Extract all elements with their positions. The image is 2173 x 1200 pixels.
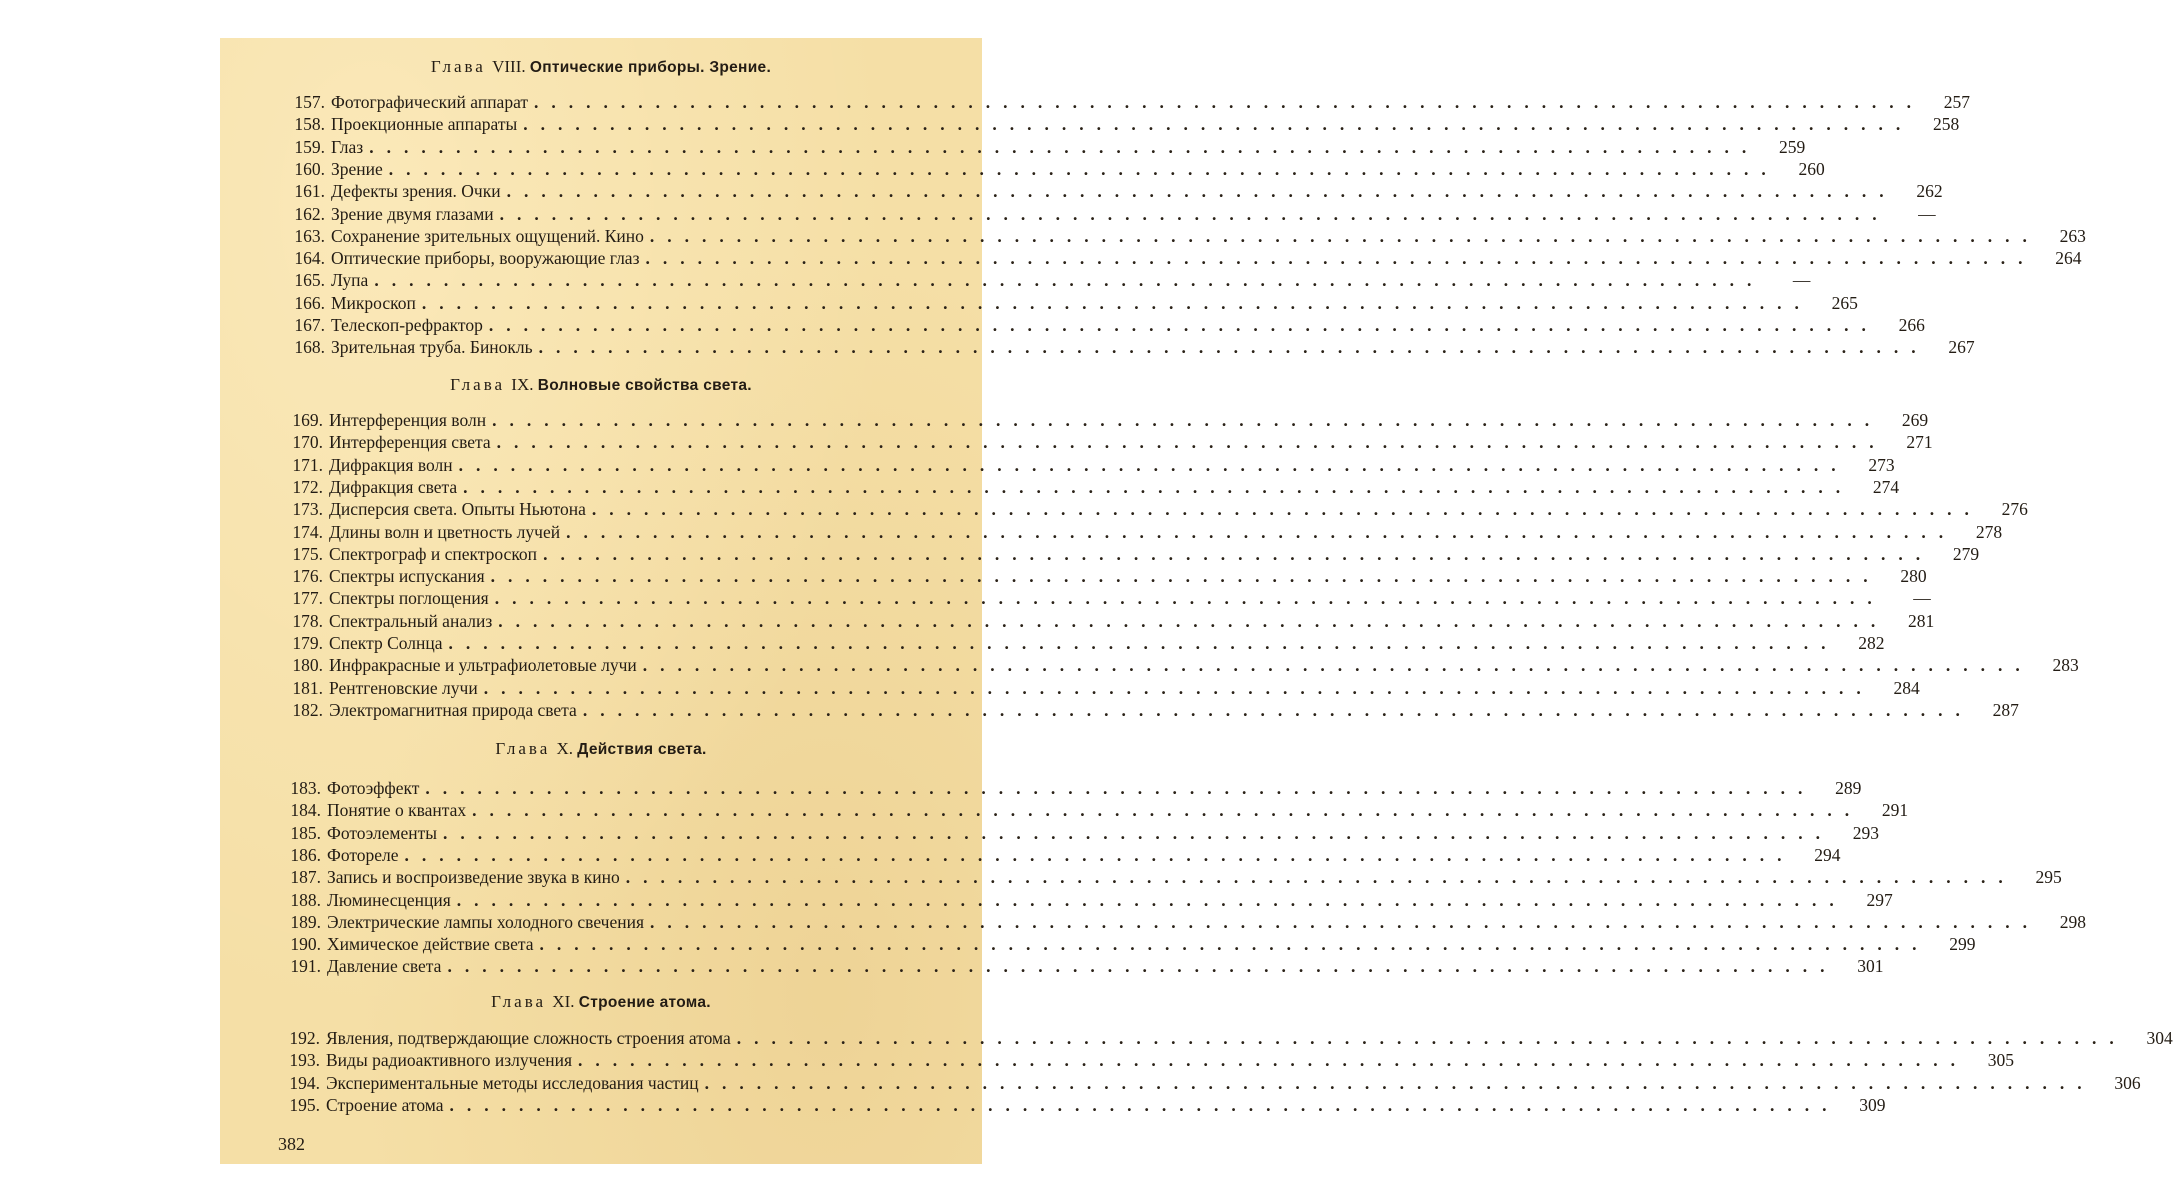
dot-leader: ................................................................................ (582, 699, 1973, 720)
section-title: Телескоп-рефрактор (331, 315, 483, 335)
section-page: 281 (1908, 610, 1935, 631)
section-number: 186. (290, 844, 321, 865)
section-title: Фотографический аппарат (331, 92, 529, 112)
section-number: 166. (294, 292, 325, 313)
section-number: 193. (289, 1050, 320, 1071)
toc-entry (275, 1049, 2015, 1071)
section-title: Проекционные аппараты (331, 114, 518, 135)
dot-leader: ................................................................................ (404, 844, 1795, 865)
chapter-heading (220, 56, 982, 79)
section-title: Зрение (331, 158, 383, 179)
dot-leader: ................................................................................ (538, 337, 1929, 358)
chapter-label: Глава (450, 375, 506, 394)
section-title: Дифракция волн (329, 454, 453, 475)
dot-leader: ................................................................................ (523, 114, 1914, 135)
dot-leader: ................................................................................ (645, 248, 2036, 269)
toc-entry (280, 247, 2082, 269)
section-number: 180. (292, 655, 323, 676)
section-page: 301 (1857, 956, 1884, 977)
section-page: 258 (1933, 114, 1960, 135)
section-title: Давление света (327, 956, 442, 977)
section-number: 175. (292, 543, 323, 564)
toc-entry (275, 1027, 2173, 1049)
toc-entry (280, 180, 1943, 202)
section-page: 309 (1859, 1094, 1886, 1115)
section-title: Экспериментальные методы исследования частиц (326, 1072, 699, 1093)
section-number: 167. (294, 315, 325, 335)
section-page: 299 (1949, 934, 1976, 955)
section-page: 264 (2055, 248, 2082, 269)
section-title: Фотоэлементы (327, 822, 438, 843)
chapter-heading (220, 738, 982, 761)
section-page: 276 (2001, 499, 2028, 520)
toc-entry (278, 677, 1920, 699)
dot-leader: ................................................................................ (704, 1072, 2095, 1093)
dot-leader: ................................................................................ (539, 934, 1930, 955)
toc-entry (276, 799, 1909, 821)
section-title: Химическое действие света (327, 934, 534, 955)
section-number: 188. (290, 889, 321, 910)
dot-leader: ................................................................................ (534, 92, 1925, 112)
section-title: Зрение двумя глазами (331, 203, 494, 224)
dot-leader: ................................................................................ (650, 911, 2040, 932)
toc-entry (280, 203, 1936, 225)
section-number: 181. (292, 677, 323, 698)
toc-entry (276, 844, 1841, 866)
section-title: Инфракрасные и ультрафиолетовые лучи (329, 655, 637, 676)
toc-entry (280, 269, 1811, 291)
section-title: Спектральный анализ (329, 610, 493, 631)
dot-leader: ................................................................................ (449, 1094, 1840, 1115)
toc-entry (278, 565, 1927, 587)
section-number: 182. (292, 699, 323, 720)
section-page: 271 (1906, 432, 1933, 453)
section-title: Рентгеновские лучи (329, 677, 478, 698)
dot-leader: ................................................................................ (443, 822, 1834, 843)
dot-leader: ................................................................................ (494, 588, 1885, 609)
section-number: 173. (292, 499, 323, 520)
chapter-title: Волновые свойства света. (537, 377, 752, 394)
section-number: 170. (292, 432, 323, 453)
section-number: 195. (289, 1094, 320, 1115)
section-number: 174. (292, 521, 323, 542)
section-page: 262 (1916, 181, 1943, 202)
chapter-title: Действия света. (577, 741, 707, 758)
chapter-label: Глава (495, 739, 551, 758)
section-number: 178. (292, 610, 323, 631)
section-title: Строение атома (326, 1094, 444, 1115)
section-page: — (1792, 270, 1811, 291)
dot-leader: ................................................................................ (492, 410, 1883, 430)
toc-entry (280, 225, 2086, 247)
section-number: 162. (294, 203, 325, 224)
section-number: 164. (294, 248, 325, 269)
section-number: 177. (292, 588, 323, 609)
section-page: 304 (2146, 1028, 2173, 1048)
section-page: 274 (1872, 476, 1900, 497)
section-page: 257 (1943, 92, 1971, 112)
toc-entry (280, 91, 1971, 113)
section-page: 269 (1901, 410, 1929, 430)
toc-entry (278, 587, 1931, 609)
section-number: 187. (290, 867, 321, 888)
chapter-label: Глава (491, 992, 547, 1011)
section-title: Дефекты зрения. Очки (331, 181, 501, 202)
section-title: Электромагнитная природа света (329, 699, 577, 720)
section-page: 297 (1866, 889, 1893, 910)
section-number: 165. (294, 270, 325, 291)
section-page: 287 (1992, 699, 2019, 720)
section-title: Микроскоп (331, 292, 416, 313)
section-number: 190. (290, 934, 321, 955)
section-page: 283 (2052, 655, 2079, 676)
toc-entry (276, 911, 2086, 933)
chapter-heading (220, 374, 982, 397)
section-title: Запись и воспроизведение звука в кино (327, 867, 620, 888)
dot-leader: ................................................................................ (388, 158, 1779, 179)
section-title: Дисперсия света. Опыты Ньютона (329, 499, 586, 520)
section-number: 184. (290, 800, 321, 821)
toc-entry (278, 543, 1980, 565)
dot-leader: ................................................................................ (578, 1050, 1969, 1071)
section-page: 291 (1881, 800, 1909, 821)
section-page: 266 (1898, 315, 1925, 335)
section-number: 168. (294, 337, 325, 358)
section-number: 194. (289, 1072, 320, 1093)
section-number: 185. (290, 822, 321, 843)
chapter-title: Оптические приборы. Зрение. (529, 59, 772, 76)
section-page: — (1918, 203, 1936, 224)
section-number: 158. (294, 114, 325, 135)
section-title: Понятие о квантах (327, 800, 467, 821)
toc-entry (276, 955, 1884, 977)
section-title: Зрительная труба. Бинокль (331, 337, 533, 358)
section-page: 260 (1798, 158, 1825, 179)
dot-leader: ................................................................................ (448, 633, 1839, 653)
dot-leader: ................................................................................ (374, 270, 1765, 291)
dot-leader: ................................................................................ (483, 677, 1874, 698)
dot-leader: ................................................................................ (591, 499, 1982, 520)
section-number: 157. (294, 92, 325, 112)
page-number: 382 (278, 1134, 305, 1154)
toc-entry (280, 336, 1975, 358)
dot-leader: ................................................................................ (736, 1028, 2127, 1048)
toc-entry (280, 136, 1806, 158)
section-page: 263 (2059, 225, 2086, 246)
section-page: 259 (1778, 136, 1806, 157)
section-title: Фотореле (327, 844, 399, 865)
dot-leader: ................................................................................ (463, 476, 1854, 497)
dot-leader: ................................................................................ (498, 610, 1889, 631)
dot-leader: ................................................................................ (566, 521, 1957, 542)
toc-entry (280, 292, 1858, 314)
section-number: 171. (292, 454, 323, 475)
dot-leader: ................................................................................ (472, 800, 1863, 821)
section-title: Оптические приборы, вооружающие глаз (331, 248, 640, 269)
section-page: 273 (1868, 454, 1895, 475)
section-number: 179. (292, 633, 323, 653)
section-page: 306 (2114, 1072, 2141, 1093)
dot-leader: ................................................................................ (496, 432, 1887, 453)
toc-entry (278, 409, 1929, 431)
toc-entry (276, 933, 1976, 955)
section-page: 284 (1893, 677, 1920, 698)
section-page: 294 (1814, 844, 1841, 865)
toc-entry (280, 158, 1825, 180)
section-number: 159. (294, 136, 325, 157)
chapter-title: Строение атома. (578, 994, 711, 1011)
section-title: Дифракция света (329, 476, 458, 497)
dot-leader: ................................................................................ (458, 454, 1849, 475)
dot-leader: ................................................................................ (506, 181, 1897, 202)
chapter-heading (220, 991, 982, 1014)
chapter-number: VIII. (492, 57, 526, 76)
dot-leader: ................................................................................ (490, 566, 1881, 587)
dot-leader: ................................................................................ (488, 315, 1879, 335)
toc-entry (278, 521, 2003, 543)
section-number: 191. (290, 956, 321, 977)
dot-leader: ................................................................................ (625, 867, 2016, 888)
section-page: 289 (1835, 778, 1862, 798)
toc-entry (278, 454, 1895, 476)
section-page: 265 (1831, 292, 1858, 313)
section-page: 280 (1900, 566, 1927, 587)
section-title: Люминесценция (327, 889, 451, 910)
section-page: 267 (1948, 337, 1975, 358)
section-title: Длины волн и цветность лучей (329, 521, 561, 542)
dot-leader: ................................................................................ (642, 655, 2033, 676)
toc-entry (276, 866, 2062, 888)
section-title: Спектры испускания (329, 566, 485, 587)
section-title: Сохранение зрительных ощущений. Кино (331, 225, 644, 246)
chapter-label: Глава (430, 57, 486, 76)
toc-entry (278, 610, 1935, 632)
toc-entry (275, 1094, 1886, 1116)
toc-entry (280, 314, 1925, 336)
section-title: Явления, подтверждающие сложность строения атома (326, 1028, 731, 1048)
chapter-number: IX. (511, 375, 534, 394)
section-number: 169. (292, 410, 323, 430)
section-page: 279 (1952, 543, 1980, 564)
toc-entry (278, 654, 2079, 676)
section-title: Интерференция волн (329, 410, 487, 430)
section-title: Электрические лампы холодного свечения (327, 911, 644, 932)
section-page: 278 (1975, 521, 2003, 542)
dot-leader: ................................................................................ (499, 203, 1890, 224)
toc-entry (278, 699, 2019, 721)
section-number: 160. (294, 158, 325, 179)
dot-leader: ................................................................................ (456, 889, 1847, 910)
section-title: Виды радиоактивного излучения (326, 1050, 573, 1071)
toc-entry (275, 1072, 2141, 1094)
section-page: 298 (2059, 911, 2086, 932)
section-page: 295 (2035, 867, 2062, 888)
section-title: Спектрограф и спектроскоп (329, 543, 538, 564)
section-number: 189. (290, 911, 321, 932)
toc-entry (276, 822, 1880, 844)
section-title: Лупа (331, 270, 369, 291)
toc-entry (276, 777, 1862, 799)
chapter-number: XI. (552, 992, 575, 1011)
dot-leader: ................................................................................ (447, 956, 1838, 977)
toc-entry (280, 113, 1960, 135)
section-title: Интерференция света (329, 432, 491, 453)
section-title: Фотоэффект (327, 778, 420, 798)
section-number: 192. (289, 1028, 320, 1048)
dot-leader: ................................................................................ (425, 778, 1816, 798)
section-page: 293 (1852, 822, 1880, 843)
dot-leader: ................................................................................ (649, 225, 2040, 246)
toc-entry (278, 476, 1900, 498)
section-page: 305 (1987, 1050, 2015, 1071)
section-title: Спектр Солнца (329, 633, 443, 653)
dot-leader: ................................................................................ (543, 543, 1934, 564)
toc-entry (276, 889, 1893, 911)
chapter-number: X. (556, 739, 574, 758)
toc-entry (278, 431, 1933, 453)
section-number: 176. (292, 566, 323, 587)
section-number: 183. (290, 778, 321, 798)
toc-entry (278, 632, 1885, 654)
section-title: Спектры поглощения (329, 588, 489, 609)
book-page (220, 38, 2173, 1164)
section-number: 163. (294, 225, 325, 246)
dot-leader: ................................................................................ (369, 136, 1760, 157)
section-number: 172. (292, 476, 323, 497)
section-page: — (1913, 588, 1931, 609)
toc-entry (278, 498, 2028, 520)
dot-leader: ................................................................................ (421, 292, 1812, 313)
section-title: Глаз (331, 136, 364, 157)
section-page: 282 (1858, 633, 1885, 653)
section-number: 161. (294, 181, 325, 202)
